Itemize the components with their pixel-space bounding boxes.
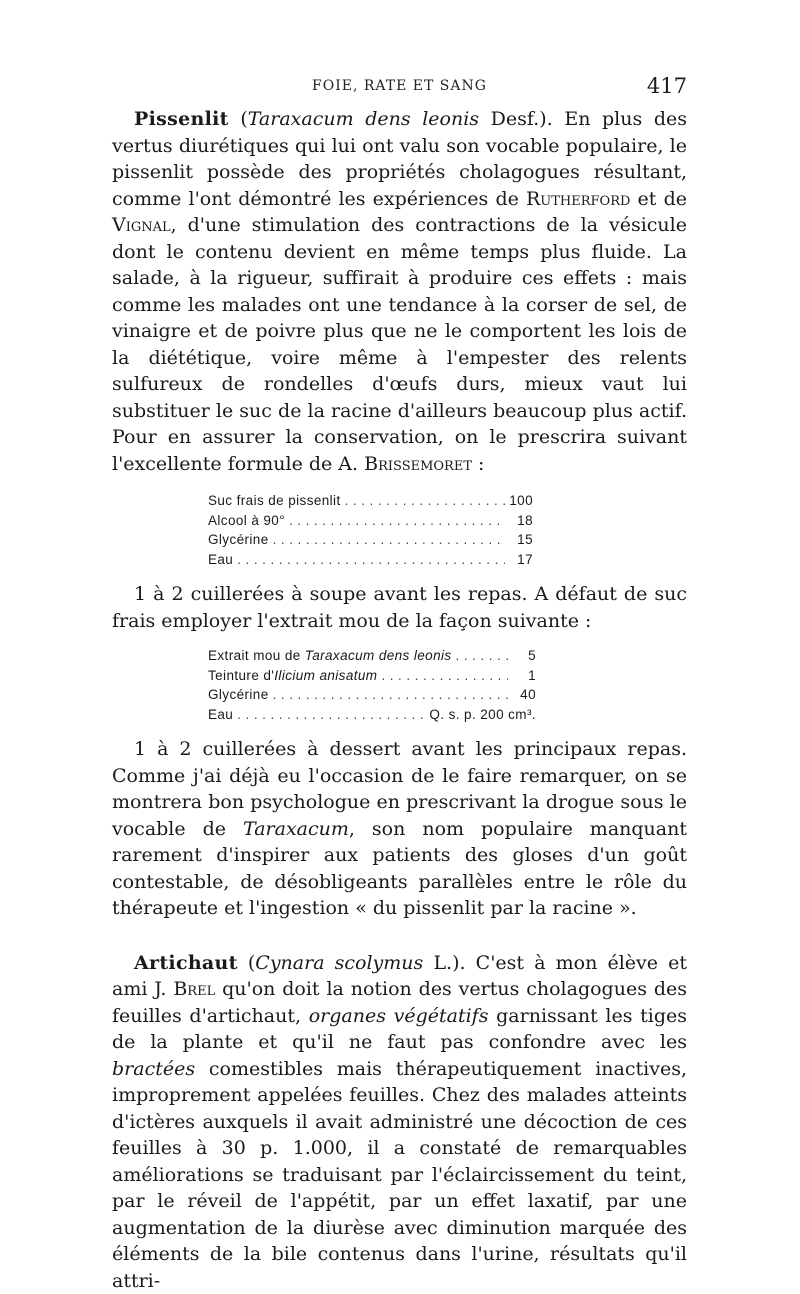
author-brissemoret: Brissemoret (364, 453, 472, 475)
ingredient-quantity: 15 (509, 530, 533, 550)
dosage-paragraph-1: 1 à 2 cuillerées à soupe avant les repas. A défaut de suc frais employer l'extrait mou de la façon suivante : (112, 581, 687, 634)
pissenlit-text-1: En plus des vertus diurétiques qui lui ont valu son vocable populaire, le pissenlit possède des propriétés cholagogues résultant, comme l'ont démontré les expériences de (112, 108, 687, 210)
dosage-paragraph-2 (112, 736, 687, 922)
author-vignal: Vignal (112, 214, 171, 236)
ingredient-quantity: 40 (512, 685, 536, 705)
pissenlit-text-4: : (472, 453, 484, 475)
author-brel: Brel (173, 978, 215, 1000)
artichaut-italic-organes: organes végétatifs (309, 1005, 489, 1027)
leader-dots (273, 530, 505, 550)
pissenlit-latin-open: ( (229, 108, 248, 130)
artichaut-text-4: comestibles mais thérapeutiquement inactives, improprement appelées feuilles. Chez des malades atteints d'ictères auxquels il avait administré une décoction de ces feuilles à 30 p. 1.000, il a constaté de remarquables améliorations se traduisant par l'éclaircissement du teint, par le réveil de l'appétit, par un effet laxatif, par une augmentation de la diurèse avec diminution marquée des éléments de la bile contenus dans l'urine, résultats qu'il attri- (112, 1058, 687, 1292)
leader-dots (273, 685, 508, 705)
leader-dots (237, 550, 505, 570)
ingredient-name: Alcool à 90° (208, 511, 285, 531)
section-gap (112, 922, 687, 950)
leader-dots (237, 705, 425, 725)
ingredient-quantity: 100 (509, 491, 533, 511)
pissenlit-text-2: et de (630, 188, 687, 210)
formula-row (208, 511, 533, 531)
leader-dots (456, 646, 508, 666)
formula-row (208, 491, 533, 511)
ingredient-name-plain: Eau (208, 707, 233, 722)
pissenlit-latin-name: Taraxacum dens leonis (248, 108, 479, 130)
formula-row (208, 705, 536, 725)
page-number: 417 (647, 74, 687, 98)
ingredient-name-latin: Taraxacum dens leonis (305, 648, 452, 663)
author-rutherford: Rutherford (526, 188, 630, 210)
artichaut-text-3: garnissant les tiges de la plante et qu'il ne faut pas confondre avec les (112, 1005, 687, 1054)
formula-row (208, 550, 533, 570)
ingredient-name (208, 646, 452, 666)
leader-dots (345, 491, 505, 511)
formula-row (208, 685, 536, 705)
ingredient-name (208, 685, 269, 705)
page-header (112, 68, 687, 106)
dosage-2-text-1: 1 à 2 cuillerées à dessert avant les principaux repas. Comme j'ai déjà eu l'occasion de le faire remarquer, on se montrera bon psychologue en prescrivant la drogue sous le vocable de (112, 738, 687, 840)
dosage-2-text-2: , son nom populaire manquant rarement d'inspirer aux patients des gloses d'un goût contestable, de désobligeants parallèles entre le rôle du thérapeute et l'ingestion « du pissenlit par la racine ». (112, 818, 687, 920)
leader-dots (289, 511, 505, 531)
ingredient-name: Glycérine (208, 530, 269, 550)
formula-extrait-mou (208, 646, 536, 724)
formula-row (208, 666, 536, 686)
artichaut-latin-author: L.). (423, 952, 465, 974)
ingredient-name-plain: Teinture d' (208, 668, 274, 683)
ingredient-quantity: 17 (509, 550, 533, 570)
pissenlit-text-3: , d'une stimulation des contractions de la vésicule dont le contenu devient en même temps plus fluide. La salade, à la rigueur, suffirait à produire ces effets : mais comme les malades ont une tendance à la corser de sel, de vinaigre et de poivre plus que ne le comportent les lois de la diététique, voire même à l'empester des relents sulfureux de rondelles d'œufs durs, mieux vaut lui substituer le suc de la racine d'ailleurs beaucoup plus actif. Pour en assurer la conservation, on le prescrira suivant l'excellente formule de A. (112, 214, 687, 475)
taraxacum-name: Taraxacum (243, 818, 349, 840)
ingredient-quantity: Q. s. p. 200 cm³. (429, 705, 536, 725)
formula-suc-pissenlit (208, 491, 533, 569)
ingredient-name-latin: Ilicium anisatum (274, 668, 377, 683)
formula-row (208, 646, 536, 666)
ingredient-quantity: 1 (512, 666, 536, 686)
pissenlit-paragraph (112, 106, 687, 477)
ingredient-quantity: 18 (509, 511, 533, 531)
pissenlit-title: Pissenlit (134, 108, 229, 130)
pissenlit-latin-author: Desf.). (479, 108, 553, 130)
artichaut-title: Artichaut (134, 952, 238, 974)
ingredient-name: Eau (208, 550, 233, 570)
artichaut-paragraph (112, 950, 687, 1294)
formula-row (208, 530, 533, 550)
artichaut-latin-open: ( (238, 952, 256, 974)
artichaut-text-1: C'est à mon élève et ami J. (112, 952, 687, 1001)
artichaut-text-2: qu'on doit la notion des vertus cholagogues des feuilles d'artichaut, (112, 978, 687, 1027)
ingredient-name (208, 705, 233, 725)
artichaut-italic-bractees: bractées (112, 1058, 195, 1080)
artichaut-latin-name: Cynara scolymus (255, 952, 423, 974)
ingredient-name-plain: Glycérine (208, 687, 269, 702)
running-head: FOIE, RATE ET SANG (112, 78, 687, 94)
ingredient-name (208, 666, 377, 686)
leader-dots (381, 666, 508, 686)
ingredient-name: Suc frais de pissenlit (208, 491, 341, 511)
ingredient-quantity: 5 (512, 646, 536, 666)
book-page (112, 68, 687, 1294)
ingredient-name-plain: Extrait mou de (208, 648, 305, 663)
